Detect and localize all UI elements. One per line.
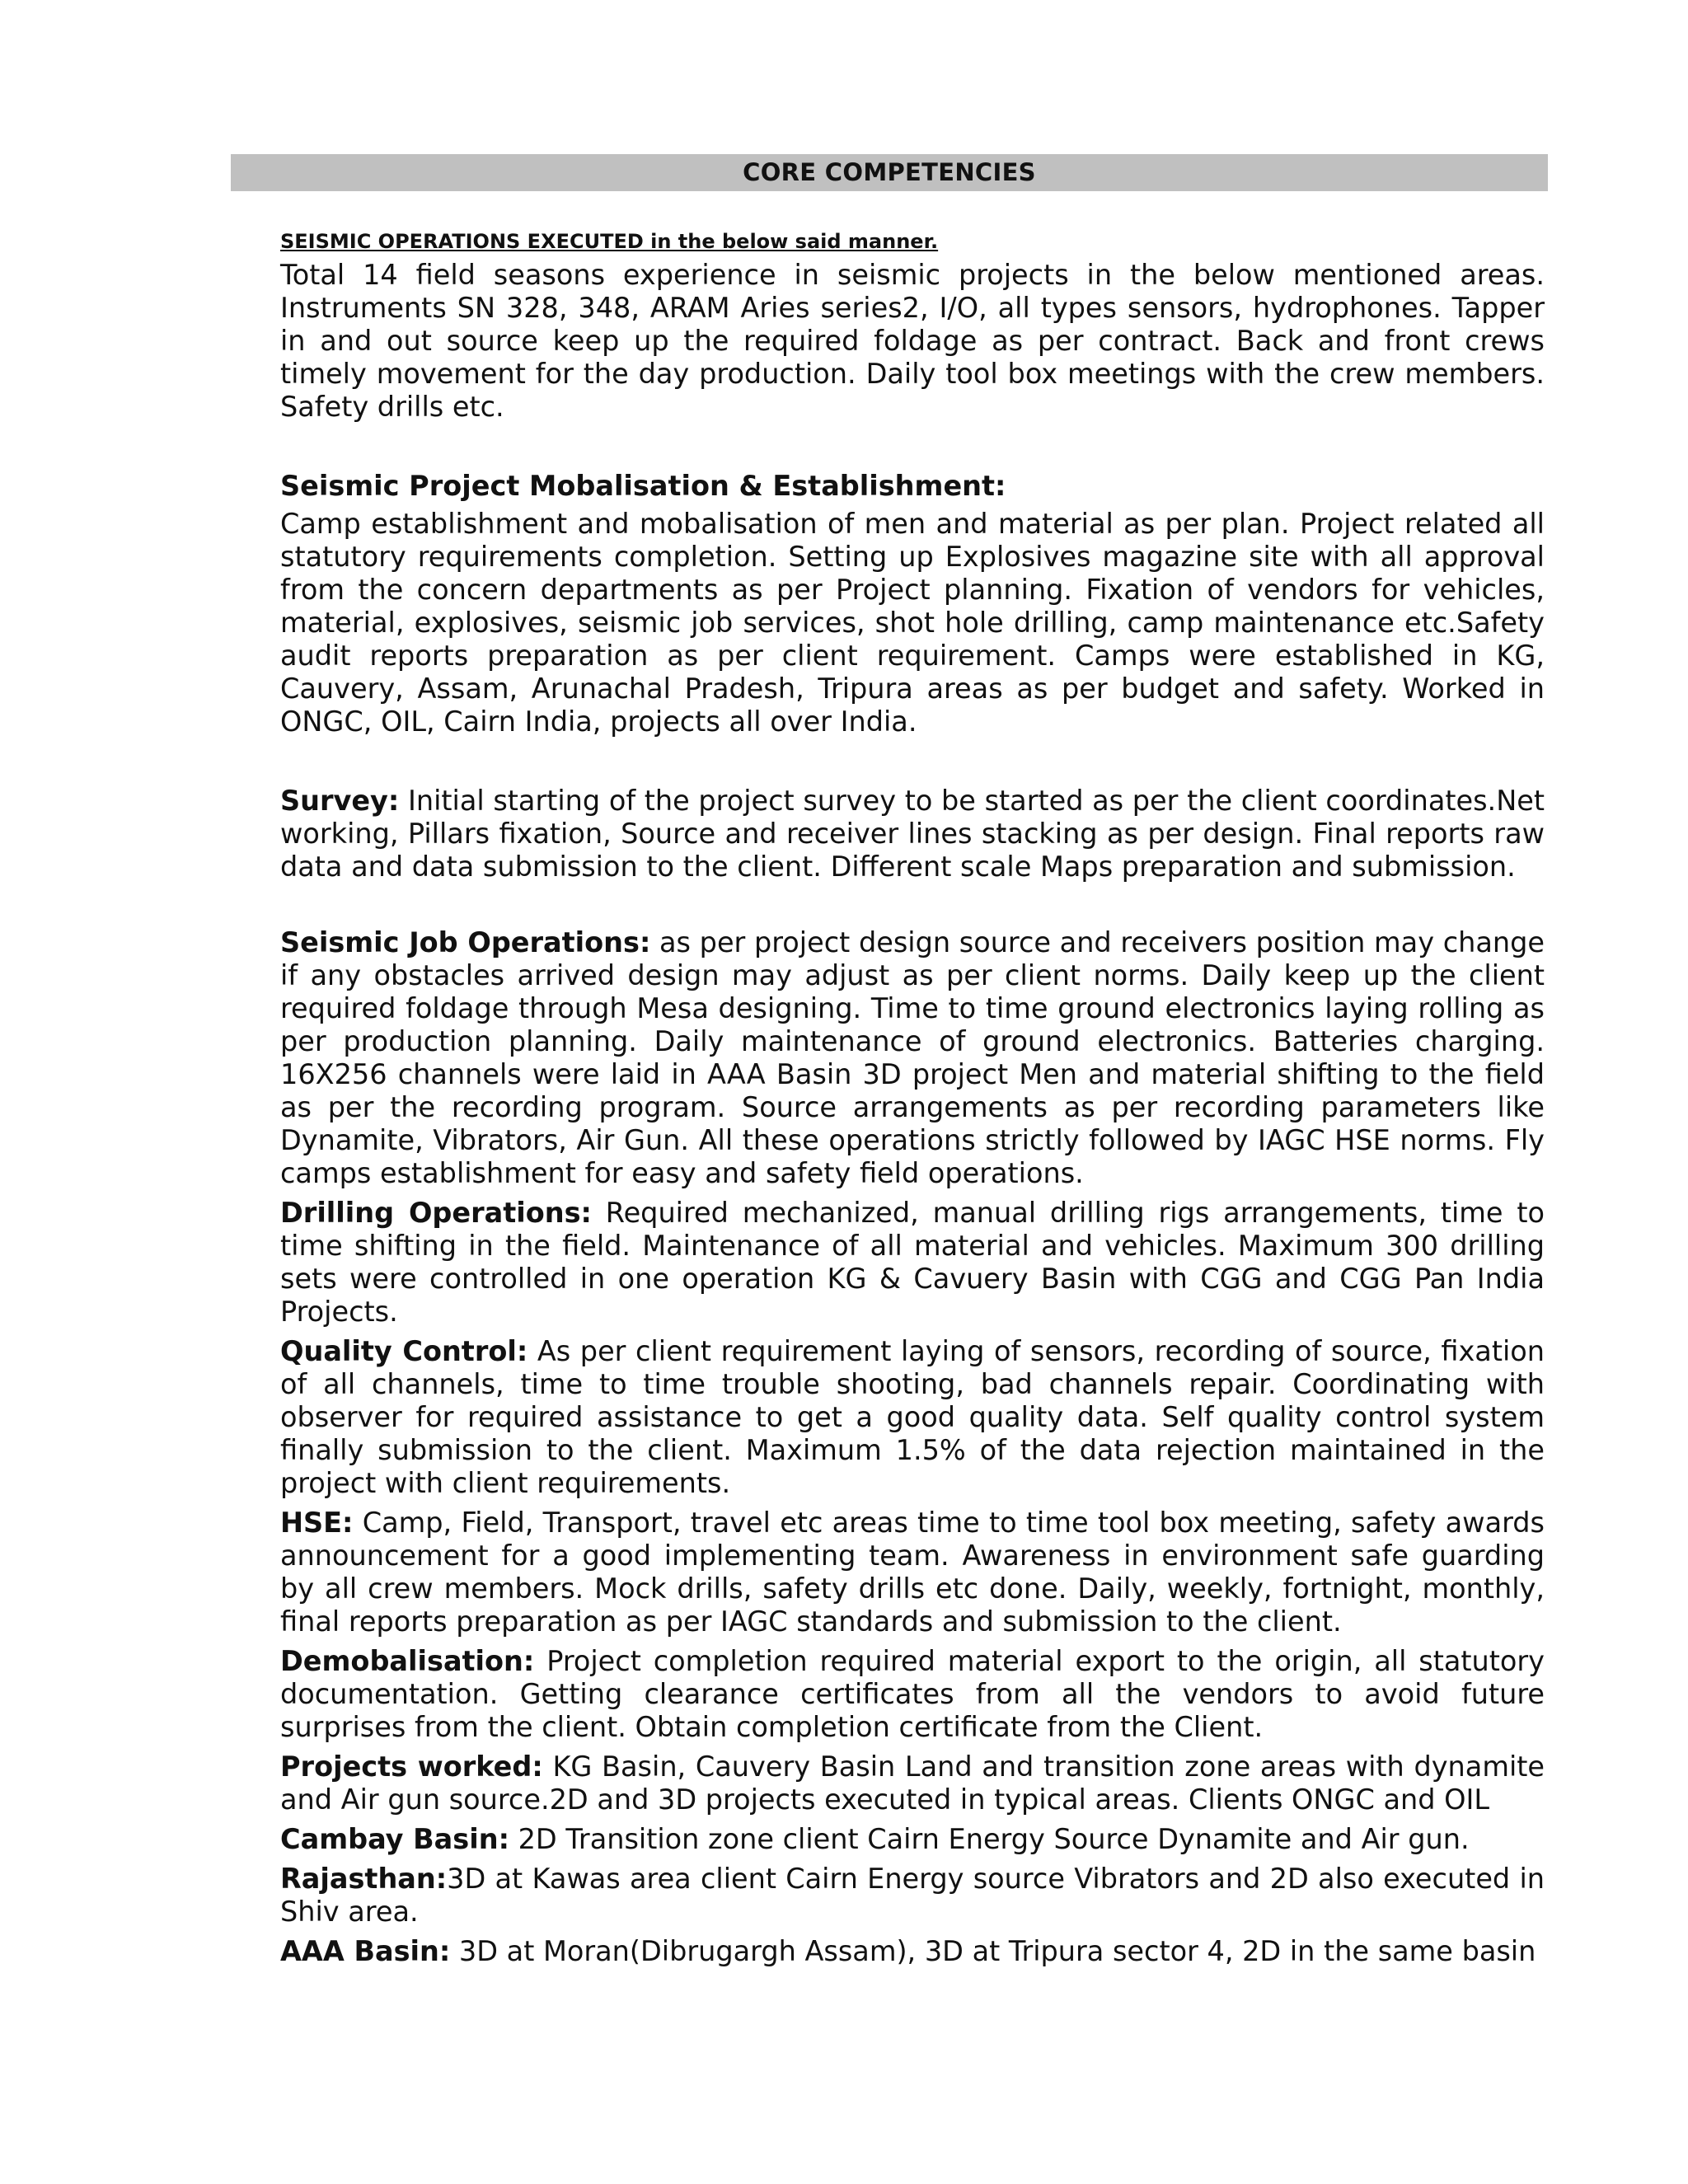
mobilisation-heading: Seismic Project Mobalisation & Establishment: (280, 470, 1006, 502)
hse-text: Camp, Field, Transport, travel etc areas time to time tool box meeting, safety awards announcement for a good implementing team. Awareness in environment safe guarding by all crew members. Mock drills, safety drills etc done. Daily, weekly, fortnight, monthly, final reports preparation as per IAGC standards and submission to the client. (280, 1507, 1545, 1638)
rajasthan-label: Rajasthan: (280, 1863, 448, 1895)
projects-text: KG Basin, Cauvery Basin Land and transition zone areas with dynamite and Air gun source.2D and 3D projects executed in typical areas. Clients ONGC and OIL (280, 1750, 1545, 1816)
quality-paragraph (280, 1335, 1545, 1500)
demobalisation-label: Demobalisation: (280, 1645, 535, 1677)
rajasthan-paragraph (280, 1863, 1545, 1929)
survey-text: Initial starting of the project survey to be started as per the client coordinates.Net working, Pillars fixation, Source and receiver lines stacking as per design. Final reports raw data and data submission to the client. Different scale Maps preparation and submission. (280, 785, 1545, 883)
survey-label: Survey: (280, 785, 400, 817)
seismic-operations-text: Total 14 field seasons experience in seismic projects in the below mentioned areas. Instruments SN 328, 348, ARAM Aries series2, I/O, all types sensors, hydrophones. Tapper in and out source keep up the required foldage as per contract. Back and front crews timely movement for the day production. Daily tool box meetings with the crew members. Safety drills etc. (280, 259, 1545, 423)
section-banner: CORE COMPETENCIES (231, 154, 1548, 191)
seismic-operations-heading: SEISMIC OPERATIONS EXECUTED in the below said manner. (280, 230, 939, 253)
hse-paragraph (280, 1507, 1545, 1638)
cambay-text: 2D Transition zone client Cairn Energy Source Dynamite and Air gun. (509, 1823, 1470, 1855)
demobalisation-text: Project completion required material export to the origin, all statutory documentation. Getting clearance certificates from all the vendors to avoid future surprises from the client. Obtain completion certificate from the Client. (280, 1645, 1545, 1743)
aaa-label: AAA Basin: (280, 1935, 451, 1967)
job-operations-label: Seismic Job Operations: (280, 926, 651, 958)
drilling-text: Required mechanized, manual drilling rigs arrangements, time to time shifting in the field. Maintenance of all material and vehicles. Maximum 300 drilling sets were controlled in one operation KG & Cavuery Basin with CGG and CGG Pan India Projects. (280, 1197, 1545, 1328)
job-operations-paragraph (280, 926, 1545, 1190)
drilling-paragraph (280, 1197, 1545, 1329)
cambay-paragraph (280, 1823, 1545, 1856)
document-body (280, 229, 1545, 1968)
rajasthan-text: 3D at Kawas area client Cairn Energy source Vibrators and 2D also executed in Shiv area. (280, 1863, 1545, 1928)
hse-label: HSE: (280, 1507, 354, 1539)
mobilisation-text: Camp establishment and mobalisation of men and material as per plan. Project related all statutory requirements completion. Setting up Explosives magazine site with all approval from the concern departments as per Project planning. Fixation of vendors for vehicles, material, explosives, seismic job services, shot hole drilling, camp maintenance etc.Safety audit reports preparation as per client requirement. Camps were established in KG, Cauvery, Assam, Arunachal Pradesh, Tripura areas as per budget and safety. Worked in ONGC, OIL, Cairn India, projects all over India. (280, 508, 1545, 738)
projects-paragraph (280, 1750, 1545, 1816)
drilling-label: Drilling Operations: (280, 1197, 592, 1229)
quality-text: As per client requirement laying of sensors, recording of source, fixation of all channels, time to time trouble shooting, bad channels repair. Coordinating with observer for required assistance to get a good quality data. Self quality control system finally submission to the client. Maximum 1.5% of the data rejection maintained in the project with client requirements. (280, 1335, 1545, 1499)
aaa-text: 3D at Moran(Dibrugargh Assam), 3D at Tripura sector 4, 2D in the same basin (450, 1935, 1536, 1967)
survey-paragraph (280, 785, 1545, 883)
job-operations-text: as per project design source and receivers position may change if any obstacles arrived design may adjust as per client norms. Daily keep up the client required foldage through Mesa designing. Time to time ground electronics laying rolling as per production planning. Daily maintenance of ground electronics. Batteries charging. 16X256 channels were laid in AAA Basin 3D project Men and material shifting to the field as per the recording program. Source arrangements as per recording parameters like Dynamite, Vibrators, Air Gun. All these operations strictly followed by IAGC HSE norms. Fly camps establishment for easy and safety field operations. (280, 926, 1545, 1189)
demobalisation-paragraph (280, 1645, 1545, 1744)
projects-label: Projects worked: (280, 1750, 543, 1783)
aaa-paragraph (280, 1935, 1545, 1968)
cambay-label: Cambay Basin: (280, 1823, 509, 1855)
quality-label: Quality Control: (280, 1335, 528, 1367)
